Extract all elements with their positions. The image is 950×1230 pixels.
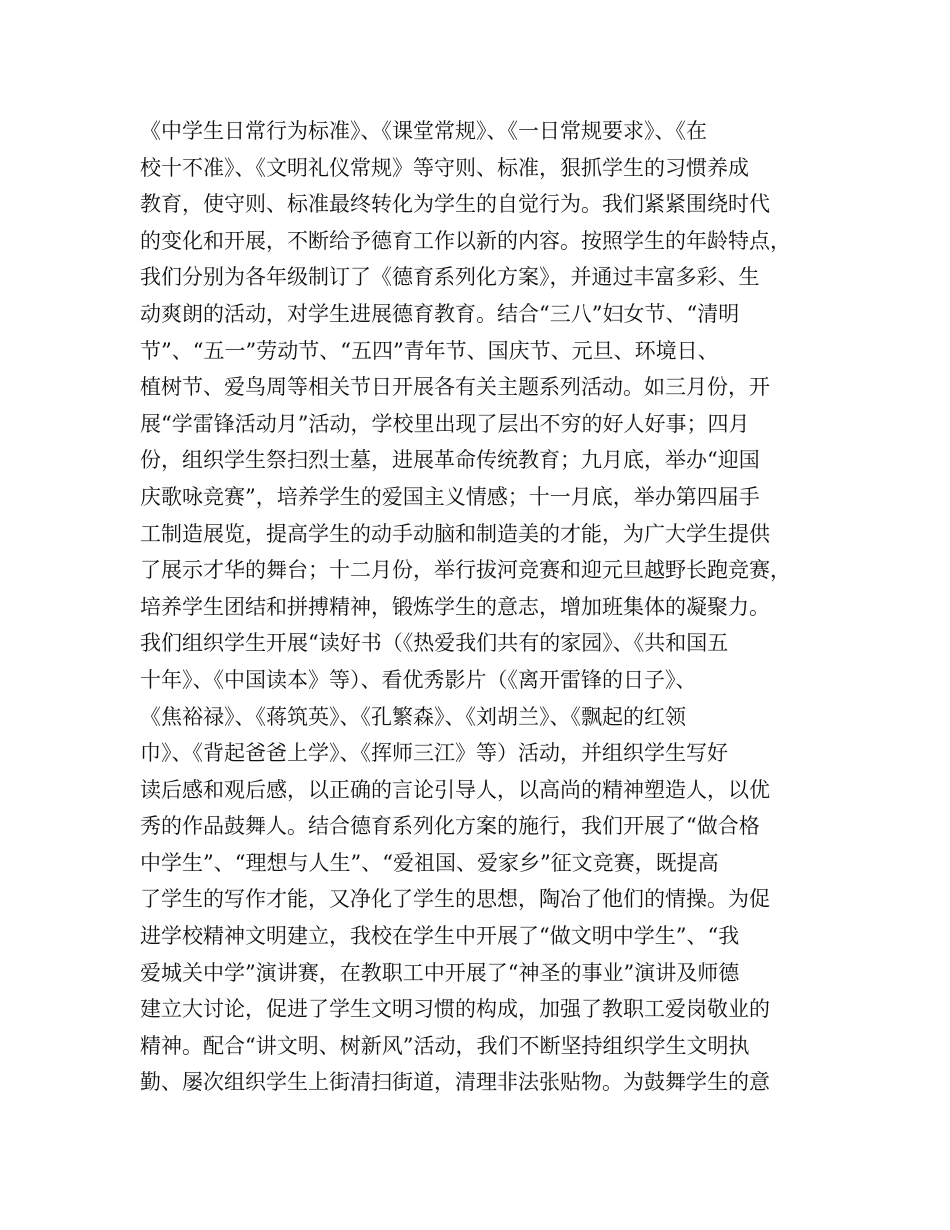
text-line: 爱城关中学”演讲赛，在教职工中开展了“神圣的事业”演讲及师德 — [140, 960, 740, 985]
text-line: 动爽朗的活动，对学生进展德育教育。结合“三八”妇女节、“清明 — [140, 301, 740, 326]
text-line: 了学生的写作才能，又净化了学生的思想，陶冶了他们的情操。为促 — [140, 887, 770, 912]
text-line: 工制造展览，提高学生的动手动脑和制造美的才能，为广大学生提供 — [140, 521, 770, 546]
text-line: 的变化和开展，不断给予德育工作以新的内容。按照学生的年龄特点， — [140, 228, 791, 253]
text-line: 了展示才华的舞台；十二月份，举行拔河竞赛和迎元旦越野长跑竞赛， — [140, 558, 791, 583]
body-text — [140, 113, 840, 1101]
text-line: 巾》、《背起爸爸上学》、《挥师三江》等）活动，并组织学生写好 — [140, 741, 728, 766]
text-line: 秀的作品鼓舞人。结合德育系列化方案的施行，我们开展了“做合格 — [140, 814, 760, 839]
text-line: 展“学雷锋活动月”活动，学校里出现了层出不穷的好人好事；四月 — [140, 411, 750, 436]
text-line: 进学校精神文明建立，我校在学生中开展了“做文明中学生”、“我 — [140, 924, 740, 949]
text-line: 建立大讨论，促进了学生文明习惯的构成，加强了教职工爱岗敬业的 — [140, 997, 770, 1022]
text-line: 培养学生团结和拼搏精神，锻炼学生的意志，增加班集体的凝聚力。 — [140, 594, 770, 619]
text-line: 读后感和观后感，以正确的言论引导人，以高尚的精神塑造人，以优 — [140, 777, 770, 802]
text-line: 十年》、《中国读本》等）、看优秀影片（《离开雷锋的日子》、 — [140, 667, 697, 692]
text-line: 中学生”、“理想与人生”、“爱祖国、爱家乡”征文竞赛，既提高 — [140, 850, 719, 875]
text-line: 勤、屡次组织学生上街清扫街道，清理非法张贴物。为鼓舞学生的意 — [140, 1070, 770, 1095]
text-line: 植树节、爱鸟周等相关节日开展各有关主题系列活动。如三月份，开 — [140, 375, 770, 400]
text-line: 校十不准》、《文明礼仪常规》等守则、标准，狠抓学生的习惯养成 — [140, 155, 749, 180]
text-line: 份，组织学生祭扫烈士墓，进展革命传统教育；九月底，举办“迎国 — [140, 448, 760, 473]
text-line: 节”、“五一”劳动节、“五四”青年节、国庆节、元旦、环境日、 — [140, 338, 719, 363]
text-line: 《中学生日常行为标准》、《课堂常规》、《一日常规要求》、《在 — [140, 119, 707, 143]
text-line: 精神。配合“讲文明、树新风”活动，我们不断坚持组织学生文明执 — [140, 1033, 750, 1058]
text-line: 庆歌咏竞赛”，培养学生的爱国主义情感；十一月底，举办第四届手 — [140, 484, 760, 509]
text-line: 我们分别为各年级制订了《德育系列化方案》，并通过丰富多彩、生 — [140, 265, 760, 290]
text-line: 教育，使守则、标准最终转化为学生的自觉行为。我们紧紧围绕时代 — [140, 192, 770, 217]
text-line: 我们组织学生开展“读好书（《热爱我们共有的家园》、《共和国五 — [140, 631, 729, 656]
text-line: 《焦裕禄》、《蒋筑英》、《孔繁森》、《刘胡兰》、《飘起的红领 — [140, 704, 686, 729]
